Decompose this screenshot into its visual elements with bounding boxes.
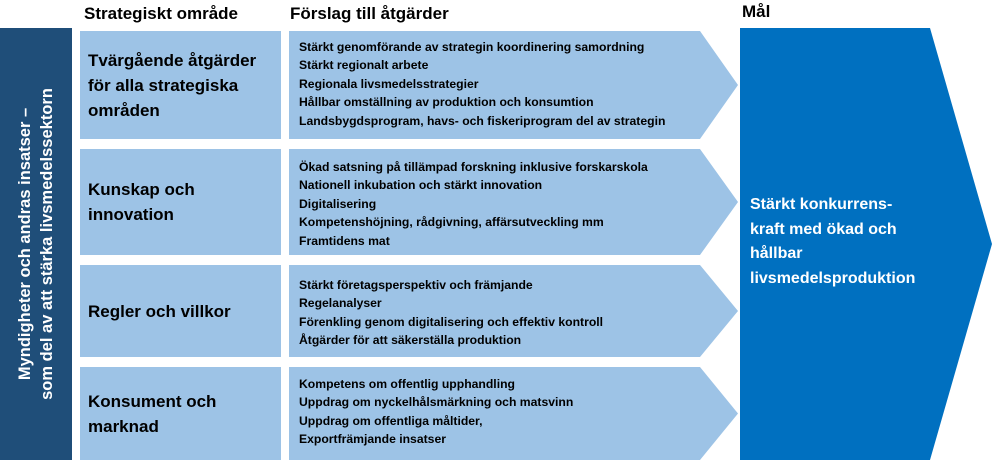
- action-item: Regelanalyser: [299, 296, 382, 311]
- action-item: Stärkt regionalt arbete: [299, 58, 429, 73]
- goal-text-line2: kraft med ökad och: [750, 220, 897, 238]
- side-label: [14, 34, 58, 454]
- action-list-consumer: [299, 375, 573, 449]
- action-item: Stärkt företagsperspektiv och främjande: [299, 278, 533, 292]
- action-item: Digitalisering: [299, 196, 377, 211]
- area-label-cross-cutting: Tvärgående åtgärder för alla strategiska områden: [88, 50, 257, 120]
- action-item: Ökad satsning på tillämpad forskning inklusive forskarskola: [299, 160, 648, 174]
- action-item: Regionala livsmedelsstrategier: [299, 76, 479, 91]
- action-list-rules: [299, 276, 603, 350]
- action-item: Nationell inkubation och stärkt innovation: [299, 178, 543, 193]
- goal-text: [750, 193, 940, 291]
- side-label-line1: Myndigheter och andras insatser –: [16, 107, 34, 381]
- area-box-consumer: [80, 367, 281, 460]
- area-box-cross-cutting: [80, 31, 281, 139]
- header-goal: Mål: [742, 2, 771, 21]
- action-list-knowledge: [299, 158, 648, 250]
- action-item: Åtgärder för att säkerställa produktion: [299, 333, 522, 348]
- action-item: Framtidens mat: [299, 233, 390, 248]
- goal-text-line4: livsmedelsproduktion: [750, 269, 916, 287]
- area-box-rules: [80, 265, 281, 357]
- action-item: Hållbar omställning av produktion och konsumtion: [299, 95, 594, 110]
- action-item: Uppdrag om offentliga måltider,: [299, 413, 483, 428]
- action-item: Uppdrag om nyckelhålsmärkning och matsvinn: [299, 395, 574, 410]
- action-list-cross-cutting: [299, 38, 665, 130]
- area-box-knowledge: [80, 149, 281, 255]
- action-item: Stärkt genomförande av strategin koordinering samordning: [299, 40, 645, 54]
- area-label-consumer: Konsument och marknad: [88, 391, 217, 436]
- action-item: Förenkling genom digitalisering och effektiv kontroll: [299, 314, 604, 329]
- side-label-line2: som del av att stärka livsmedelssektorn: [38, 88, 56, 400]
- header-area: Strategiskt område: [84, 4, 238, 23]
- header-actions: Förslag till åtgärder: [290, 4, 449, 23]
- action-item: Kompetenshöjning, rådgivning, affärsutveckling mm: [299, 215, 604, 230]
- goal-text-line1: Stärkt konkurrens-: [750, 196, 893, 213]
- action-item: Landsbygdsprogram, havs- och fiskeriprogram del av strategin: [299, 113, 666, 128]
- action-item: Exportfrämjande insatser: [299, 432, 446, 447]
- goal-text-line3: hållbar: [750, 245, 803, 263]
- area-label-rules: Regler och villkor: [88, 301, 231, 321]
- action-item: Kompetens om offentlig upphandling: [299, 377, 515, 391]
- area-label-knowledge: Kunskap och innovation: [88, 180, 195, 224]
